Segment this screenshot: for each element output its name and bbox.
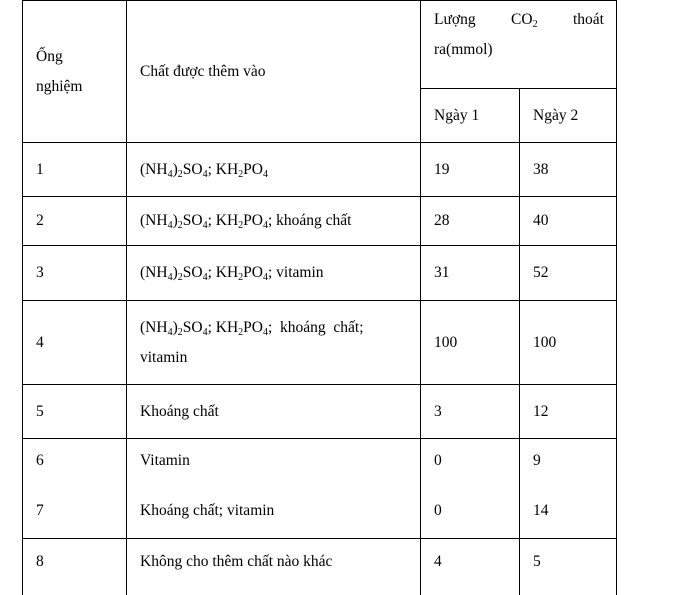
table-row: [23, 484, 617, 539]
table-cell: 31: [421, 246, 520, 301]
table-cell: Không cho thêm chất nào khác: [127, 539, 421, 595]
table-row: [23, 197, 617, 246]
table-cell: 5: [23, 385, 127, 439]
table-cell: 38: [520, 143, 617, 197]
table-cell: 4: [23, 301, 127, 385]
table-cell: 7: [23, 484, 127, 539]
chemical-formula: $(NH_4)_2SO_4$; $KH_2PO_4$: [140, 160, 268, 180]
table-cell: 12: [520, 385, 617, 439]
table-cell: 9: [520, 439, 617, 484]
table-cell: 19: [421, 143, 520, 197]
table-row: [23, 439, 617, 484]
table-cell: 2: [23, 197, 127, 246]
table-cell: 14: [520, 484, 617, 539]
table-cell: 0: [421, 484, 520, 539]
table-cell: Vitamin: [127, 439, 421, 484]
table-cell: $(NH_4)_2SO_4$; $KH_2PO_4$; khoáng chất: [127, 197, 421, 246]
table-cell: 1: [23, 143, 127, 197]
header-co2: Lượng $CO_2$ thoát ra(mmol): [421, 1, 617, 89]
table-cell: 100: [520, 301, 617, 385]
table-cell: $(NH_4)_2SO_4$; $KH_2PO_4$; vitamin: [127, 246, 421, 301]
table-cell: 5: [520, 539, 617, 595]
table-cell: 8: [23, 539, 127, 595]
table-cell: 6: [23, 439, 127, 484]
co2-table: [22, 0, 617, 595]
table-row: [23, 246, 617, 301]
table-cell: 28: [421, 197, 520, 246]
table-cell: 3: [421, 385, 520, 439]
table-cell: 3: [23, 246, 127, 301]
table-cell: 40: [520, 197, 617, 246]
table-row: [23, 301, 617, 385]
chemical-formula: $(NH_4)_2SO_4$; $KH_2PO_4$: [140, 264, 268, 283]
table-row: [23, 385, 617, 439]
header-day1: Ngày 1: [421, 89, 520, 143]
header-day2: Ngày 2: [520, 89, 617, 143]
table-cell: Khoáng chất: [127, 385, 421, 439]
table-row: [23, 143, 617, 197]
table-cell: 0: [421, 439, 520, 484]
chemical-formula: $(NH_4)_2SO_4$; $KH_2PO_4$: [140, 318, 268, 338]
table-cell: 52: [520, 246, 617, 301]
table-row: [23, 539, 617, 595]
table-cell: Khoáng chất; vitamin: [127, 484, 421, 539]
table-cell: $(NH_4)_2SO_4$; $KH_2PO_4$; khoáng chất; vitamin: [127, 301, 421, 385]
chemical-formula: $(NH_4)_2SO_4$; $KH_2PO_4$: [140, 212, 268, 231]
table-cell: 100: [421, 301, 520, 385]
header-chat: Chất được thêm vào: [127, 1, 421, 143]
table-cell: [127, 143, 421, 197]
table-cell: 4: [421, 539, 520, 595]
header-ong-nghiem: Ống nghiệm: [23, 1, 127, 143]
